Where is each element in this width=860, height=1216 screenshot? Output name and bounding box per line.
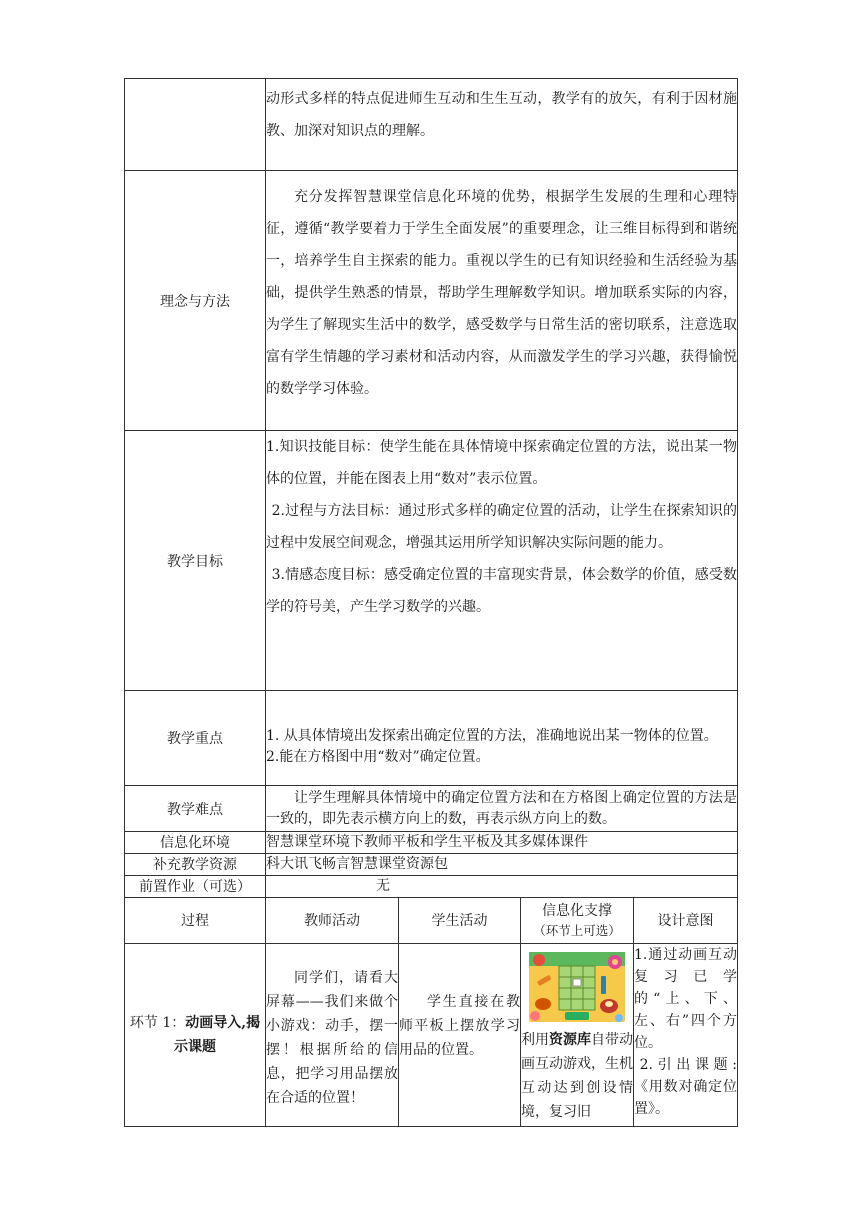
stage-1-info (521, 944, 634, 1127)
intent-item: 2.引出课题:《用数对确定位置》。 (634, 1057, 737, 1117)
philosophy-text: 充分发挥智慧课堂信息化环境的优势，根据学生发展的生理和心理特征，遵循“教学要着力于学生全面发展”的重要理念，让三维目标得到和谐统一，培养学生自主探索的能力。重视以学生的已有知识经验和生活经验为基础，提供学生熟悉的情景，帮助学生理解数学知识。增加联系实际的内容，为学生了解现实生活中的数学，感受数学与日常生活的密切联系，注意选取富有学生情趣的学习素材和活动内容，从而激发学生的学习兴趣，获得愉悦的数学学习体验。 (266, 171, 738, 431)
stage-1-student: 学生直接在教师平板上摆放学习用品的位置。 (399, 944, 521, 1127)
info-prefix: 利用 (521, 1032, 549, 1048)
row-homework (125, 876, 738, 898)
stage-1-teacher: 同学们，请看大屏幕——我们来做个小游戏：动手，摆一摆！根据所给的信息，把学习用品摆放在合适的位置！ (266, 944, 399, 1127)
row-it-env (125, 832, 738, 854)
header-process: 过程 (125, 898, 266, 944)
key-point-item: 2.能在方格图中用“数对”确定位置。 (266, 749, 490, 765)
game-screenshot-thumbnail-icon (529, 952, 625, 1022)
philosophy-label: 理念与方法 (125, 171, 266, 431)
row-process-header (125, 898, 738, 944)
difficulties-text: 让学生理解具体情境中的确定位置方法和在方格图上确定位置的方法是一致的，即先表示横方向上的数，再表示纵方向上的数。 (266, 786, 738, 832)
resources-value: 科大讯飞畅言智慧课堂资源包 (266, 854, 738, 876)
continuation-text: 动形式多样的特点促进师生互动和生生互动，教学有的放矢，有利于因材施教、加深对知识点的理解。 (266, 79, 738, 171)
objective-item: 3.情感态度目标：感受确定位置的丰富现实背景，体会数学的价值，感受数学的符号美，产生学习数学的兴趣。 (266, 567, 737, 615)
objective-item: 1.知识技能目标：使学生能在具体情境中探索确定位置的方法，说出某一物体的位置，并能在图表上用“数对”表示位置。 (266, 439, 737, 487)
header-info-support-title: 信息化支撑 (542, 902, 612, 919)
row-philosophy (125, 171, 738, 431)
homework-value: 无 (266, 876, 738, 898)
it-env-value: 智慧课堂环境下教师平板和学生平板及其多媒体课件 (266, 832, 738, 854)
row-objectives (125, 431, 738, 691)
row-difficulties (125, 786, 738, 832)
header-info-support-note: （环节上可选） (533, 922, 621, 938)
homework-label: 前置作业（可选） (125, 876, 266, 898)
header-design-intent: 设计意图 (634, 898, 738, 944)
info-resource-library: 资源库 (549, 1032, 591, 1048)
resources-label: 补充教学资源 (125, 854, 266, 876)
objectives-label: 教学目标 (125, 431, 266, 691)
row-key-points (125, 691, 738, 786)
objectives-cell (266, 431, 738, 691)
header-info-support (521, 898, 634, 944)
info-suffix: 自带动画互动游戏，生机互动达到创设情境，复习旧 (521, 1032, 633, 1120)
stage-1-info-text (521, 1028, 633, 1124)
difficulties-label: 教学难点 (125, 786, 266, 832)
header-teacher: 教师活动 (266, 898, 399, 944)
label-cell-empty (125, 79, 266, 171)
key-points-label: 教学重点 (125, 691, 266, 786)
intent-item: 1.通过动画互动复习已学的“上、下、左、右”四个方位。 (634, 947, 737, 1051)
stage-1-number: 环节 1： (129, 1015, 186, 1031)
row-stage-1 (125, 944, 738, 1127)
stage-1-label (125, 944, 266, 1127)
row-resources (125, 854, 738, 876)
header-student: 学生活动 (399, 898, 521, 944)
it-env-label: 信息化环境 (125, 832, 266, 854)
stage-1-title: 动画导入,揭示课题 (174, 1015, 261, 1055)
key-point-item: 1. 从具体情境出发探索出确定位置的方法，准确地说出某一物体的位置。 (266, 728, 718, 744)
lesson-plan-table (124, 78, 738, 1127)
objective-item: 2.过程与方法目标：通过形式多样的确定位置的活动，让学生在探索知识的过程中发展空间观念，增强其运用所学知识解决实际问题的能力。 (266, 503, 737, 551)
row-continuation (125, 79, 738, 171)
key-points-cell (266, 691, 738, 786)
stage-1-intent (634, 944, 738, 1127)
